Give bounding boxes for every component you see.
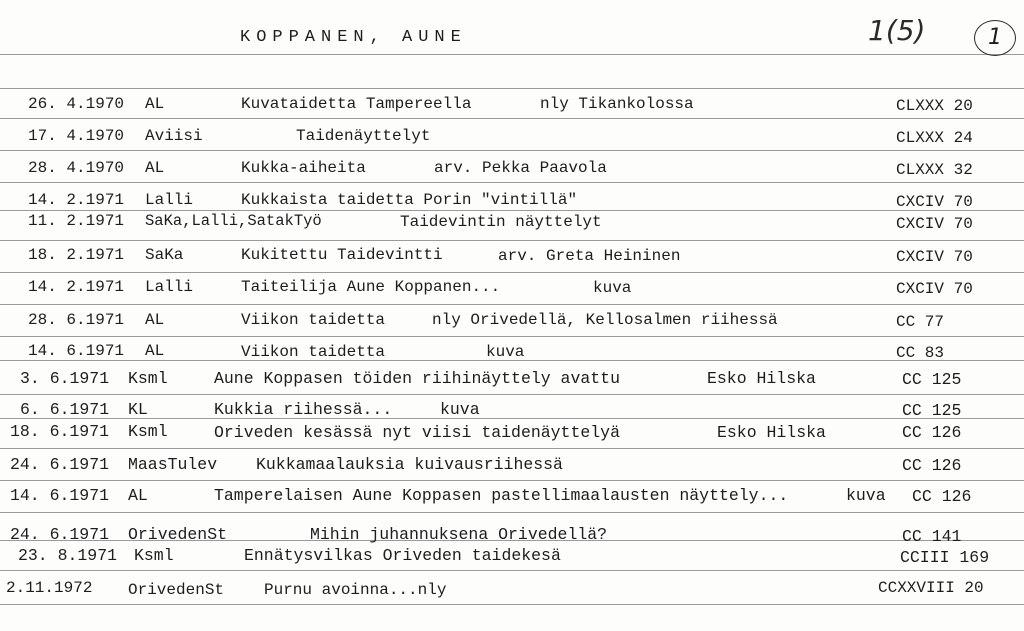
entry-date: 24. 6.1971 bbox=[10, 455, 110, 474]
rule-line bbox=[0, 272, 1024, 273]
entry-ref: CXCIV 70 bbox=[896, 193, 973, 211]
entry-note: nly Tikankolossa bbox=[540, 95, 694, 113]
entry-note: Esko Hilska bbox=[707, 369, 816, 388]
entry-source: OrivedenSt bbox=[128, 525, 228, 544]
entry-note: kuva bbox=[846, 486, 886, 505]
entry-ref: CC 83 bbox=[896, 344, 945, 362]
entry-date: 17. 4.1970 bbox=[28, 127, 125, 145]
entry-ref: CC 125 bbox=[902, 370, 962, 389]
entry-ref: CCIII 169 bbox=[900, 548, 990, 567]
entry-date: 14. 6.1971 bbox=[28, 342, 125, 360]
entry-source: AL bbox=[145, 159, 165, 177]
rule-line bbox=[0, 304, 1024, 305]
entry-source: SaKa bbox=[145, 246, 184, 264]
rule-line bbox=[0, 480, 1024, 481]
entry-ref: CLXXX 32 bbox=[896, 161, 973, 179]
rule-line bbox=[0, 448, 1024, 449]
entry-title: Taidenäyttelyt bbox=[296, 127, 431, 145]
rule-line bbox=[0, 240, 1024, 241]
entry-date: 28. 6.1971 bbox=[28, 311, 125, 329]
entry-note: arv. Pekka Paavola bbox=[434, 159, 607, 177]
entry-date: 14. 2.1971 bbox=[28, 191, 125, 209]
rule-line bbox=[0, 512, 1024, 513]
entry-ref: CXCIV 70 bbox=[896, 280, 973, 298]
entry-source: AL bbox=[145, 311, 165, 329]
entry-source: Ksml bbox=[134, 546, 174, 565]
entry-title: Ennätysvilkas Oriveden taidekesä bbox=[244, 546, 561, 565]
entry-source: OrivedenSt bbox=[128, 581, 225, 599]
entry-date: 26. 4.1970 bbox=[28, 95, 125, 113]
entry-date: 23. 8.1971 bbox=[18, 546, 118, 565]
entry-title: Taiteilija Aune Koppanen... bbox=[241, 278, 501, 296]
entry-date: 14. 6.1971 bbox=[10, 486, 110, 505]
entry-source: AL bbox=[145, 95, 165, 113]
entry-ref: CC 125 bbox=[902, 401, 962, 420]
rule-line bbox=[0, 336, 1024, 337]
entry-source: Ksml bbox=[128, 369, 168, 388]
entry-title: Taidevintin näyttelyt bbox=[400, 213, 602, 231]
page-number: 1(5) bbox=[868, 14, 926, 47]
entry-source: Lalli bbox=[145, 191, 194, 209]
entry-title: Kukka-aiheita bbox=[241, 159, 366, 177]
entry-title: Kukkamaalauksia kuivausriihessä bbox=[256, 455, 563, 474]
entry-date: 2.11.1972 bbox=[6, 579, 93, 597]
entry-title: Viikon taidetta bbox=[241, 343, 386, 361]
rule-line bbox=[0, 570, 1024, 571]
entry-ref: CLXXX 24 bbox=[896, 129, 973, 147]
entry-source: KL bbox=[128, 400, 148, 419]
entry-source: MaasTulev bbox=[128, 455, 218, 474]
entry-title: Tamperelaisen Aune Koppasen pastellimaalausten näyttely... bbox=[214, 486, 789, 505]
entry-title: Kukkia riihessä... bbox=[214, 400, 393, 419]
entry-note: Esko Hilska bbox=[717, 423, 826, 442]
entry-date: 3. 6.1971 bbox=[20, 369, 110, 388]
rule-line bbox=[0, 54, 1024, 55]
entry-ref: CC 141 bbox=[902, 527, 962, 546]
entry-date: 28. 4.1970 bbox=[28, 159, 125, 177]
entry-ref: CC 126 bbox=[902, 456, 962, 475]
entry-title: Viikon taidetta bbox=[241, 311, 386, 329]
entry-ref: CXCIV 70 bbox=[896, 248, 973, 266]
rule-line bbox=[0, 604, 1024, 605]
entry-note: arv. Greta Heininen bbox=[498, 247, 681, 265]
entry-ref: CXCIV 70 bbox=[896, 215, 973, 233]
rule-line bbox=[0, 418, 1024, 419]
entry-note: kuva bbox=[440, 400, 480, 419]
rule-line bbox=[0, 394, 1024, 395]
entry-ref: CC 126 bbox=[912, 487, 972, 506]
entry-title: Kukkaista taidetta Porin "vintillä" bbox=[241, 191, 578, 209]
circled-number: 1 bbox=[988, 25, 1002, 50]
entry-title: Oriveden kesässä nyt viisi taidenäyttelyä bbox=[214, 423, 620, 442]
entry-title: Aune Koppasen töiden riihinäyttely avattu bbox=[214, 369, 620, 388]
entry-source: AL bbox=[128, 486, 148, 505]
entry-date: 11. 2.1971 bbox=[28, 212, 125, 230]
entry-source: Ksml bbox=[128, 422, 168, 441]
entry-date: 18. 6.1971 bbox=[10, 422, 110, 441]
entry-ref: CCXXVIII 20 bbox=[878, 579, 984, 597]
circled-number-badge bbox=[974, 20, 1016, 56]
entry-note: kuva bbox=[486, 343, 525, 361]
entry-source: Lalli bbox=[145, 278, 194, 296]
entry-source: SaKa,Lalli,SatakTyö bbox=[145, 212, 322, 230]
entry-title: Kuvataidetta Tampereella bbox=[241, 95, 472, 113]
entry-date: 24. 6.1971 bbox=[10, 525, 110, 544]
entry-source: Aviisi bbox=[145, 127, 203, 145]
entry-note: kuva bbox=[593, 279, 632, 297]
entry-title: Purnu avoinna...nly bbox=[264, 581, 447, 599]
entry-source: AL bbox=[145, 342, 165, 360]
rule-line bbox=[0, 150, 1024, 151]
entry-title: Mihin juhannuksena Orivedellä? bbox=[310, 525, 608, 544]
entry-ref: CC 126 bbox=[902, 423, 962, 442]
entry-ref: CC 77 bbox=[896, 313, 945, 331]
entry-ref: CLXXX 20 bbox=[896, 97, 973, 115]
rule-line bbox=[0, 182, 1024, 183]
entry-date: 6. 6.1971 bbox=[20, 400, 110, 419]
entry-title: Kukitettu Taidevintti bbox=[241, 246, 443, 264]
card-title: KOPPANEN, AUNE bbox=[240, 28, 467, 47]
rule-line bbox=[0, 118, 1024, 119]
entry-note: nly Orivedellä, Kellosalmen riihessä bbox=[432, 311, 778, 329]
entry-date: 14. 2.1971 bbox=[28, 278, 125, 296]
entry-date: 18. 2.1971 bbox=[28, 246, 125, 264]
rule-line bbox=[0, 88, 1024, 89]
